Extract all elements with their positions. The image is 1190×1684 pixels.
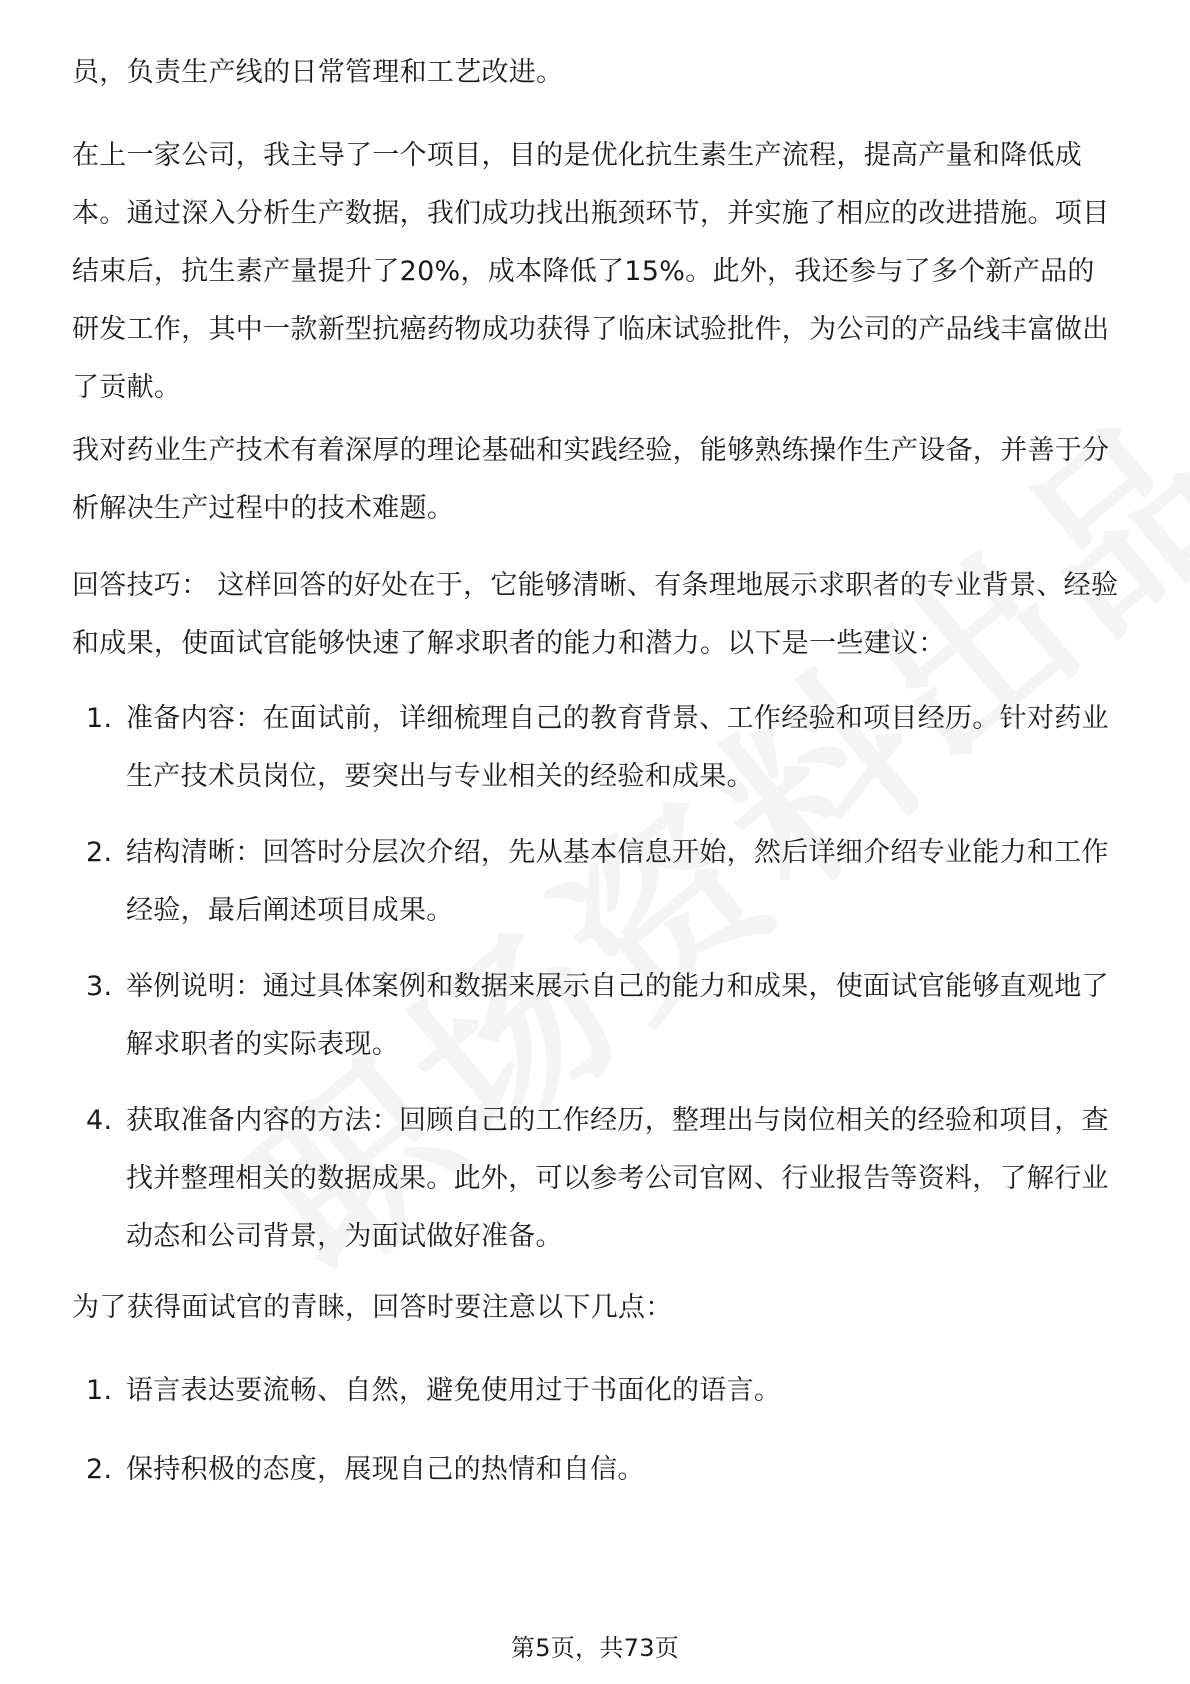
list-number: 2. bbox=[86, 1454, 113, 1485]
list-item-text: 结构清晰：回答时分层次介绍，先从基本信息开始，然后详细介绍专业能力和工作经验，最后阐述项目成果。 bbox=[126, 837, 1109, 926]
list-item-text: 语言表达要流畅、自然，避免使用过于书面化的语言。 bbox=[126, 1375, 782, 1406]
list-item-tip-3 bbox=[72, 958, 1122, 1074]
list-number: 1. bbox=[86, 703, 113, 734]
list-item-text: 保持积极的态度，展现自己的热情和自信。 bbox=[126, 1454, 645, 1485]
list-item-tip-4 bbox=[72, 1092, 1122, 1266]
list-item-point-2 bbox=[72, 1441, 1122, 1499]
list-item-tip-2 bbox=[72, 824, 1122, 940]
page-number: 第5页，共73页 bbox=[510, 1634, 680, 1662]
list-number: 4. bbox=[86, 1105, 113, 1136]
paragraph-attention-points: 为了获得面试官的青睐，回答时要注意以下几点： bbox=[72, 1292, 673, 1323]
list-number: 2. bbox=[86, 837, 113, 868]
list-item-text: 举例说明：通过具体案例和数据来展示自己的能力和成果，使面试官能够直观地了解求职者的实际表现。 bbox=[126, 971, 1109, 1060]
paragraph-answer-tips: 回答技巧： 这样回答的好处在于，它能够清晰、有条理地展示求职者的专业背景、经验和成果，使面试官能够快速了解求职者的能力和潜力。以下是一些建议： bbox=[72, 570, 1119, 659]
list-item-text: 准备内容：在面试前，详细梳理自己的教育背景、工作经验和项目经历。针对药业生产技术员岗位，要突出与专业相关的经验和成果。 bbox=[126, 703, 1109, 792]
list-item-point-1 bbox=[72, 1362, 1122, 1420]
paragraph-project-experience: 在上一家公司，我主导了一个项目，目的是优化抗生素生产流程，提高产量和降低成本。通过深入分析生产数据，我们成功找出瓶颈环节，并实施了相应的改进措施。项目结束后，抗生素产量提升了20%，成本降低了15%。此外，我还参与了多个新产品的研发工作，其中一款新型抗癌药物成功获得了临床试验批件，为公司的产品线丰富做出了贡献。 bbox=[72, 140, 1110, 403]
paragraph-continuation: 员，负责生产线的日常管理和工艺改进。 bbox=[72, 57, 564, 88]
paragraph-technical-skills: 我对药业生产技术有着深厚的理论基础和实践经验，能够熟练操作生产设备，并善于分析解决生产过程中的技术难题。 bbox=[72, 435, 1110, 524]
list-item-text: 获取准备内容的方法：回顾自己的工作经历，整理出与岗位相关的经验和项目，查找并整理相关的数据成果。此外，可以参考公司官网、行业报告等资料，了解行业动态和公司背景，为面试做好准备。 bbox=[126, 1105, 1109, 1252]
list-item-tip-1 bbox=[72, 690, 1122, 806]
list-number: 1. bbox=[86, 1375, 113, 1406]
list-number: 3. bbox=[86, 971, 113, 1002]
